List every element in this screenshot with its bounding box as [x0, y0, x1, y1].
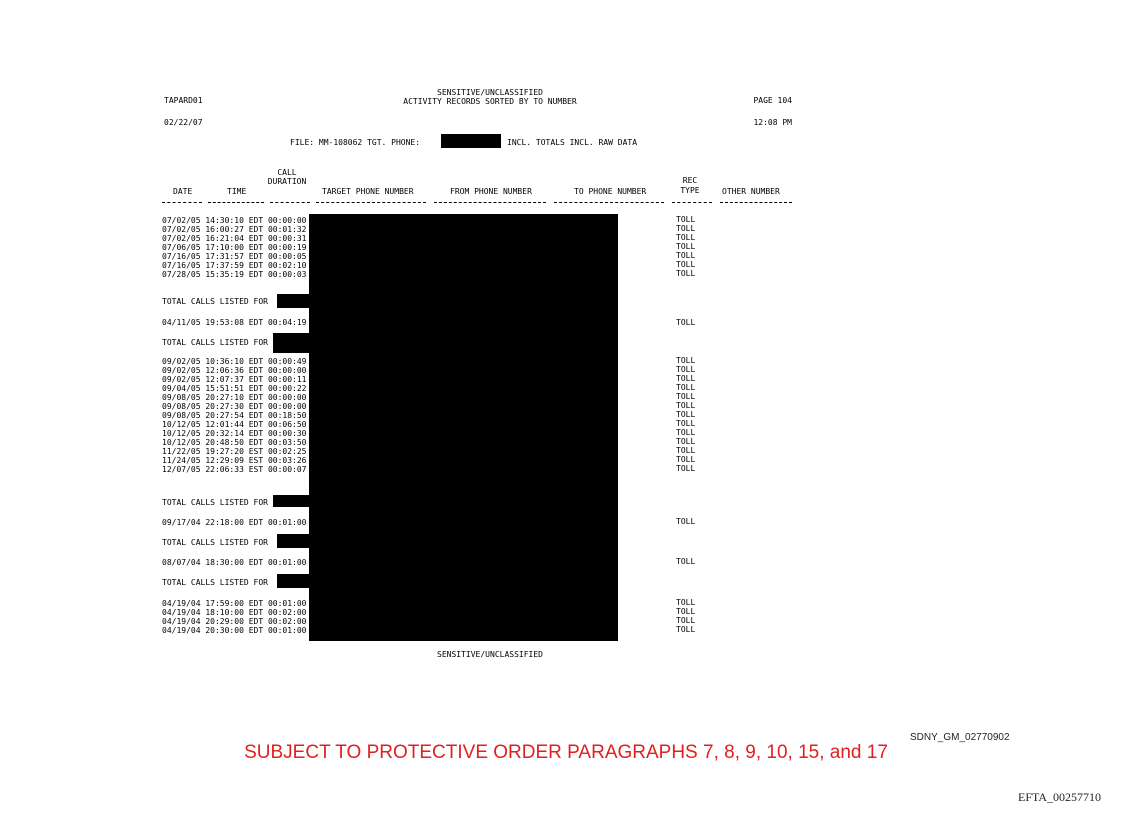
- col-rec: REC: [682, 176, 698, 185]
- rec-type-cell: TOLL: [676, 374, 696, 383]
- rec-type-cell: TOLL: [676, 318, 696, 327]
- table-row: 07/06/05 17:10:00 EDT 00:00:19: [162, 243, 307, 252]
- table-row: 11/24/05 12:29:09 EST 00:03:26: [162, 456, 307, 465]
- col-from-phone: FROM PHONE NUMBER: [450, 187, 532, 196]
- table-row: 04/19/04 17:59:00 EDT 00:01:00: [162, 599, 307, 608]
- bates-number: SDNY_GM_02770902: [910, 732, 1010, 743]
- underline-rec-type: [672, 202, 712, 211]
- report-title: ACTIVITY RECORDS SORTED BY TO NUMBER: [403, 97, 577, 106]
- rec-type-cell: TOLL: [676, 356, 696, 365]
- rec-type-cell: TOLL: [676, 428, 696, 437]
- rec-type-cell: TOLL: [676, 455, 696, 464]
- total-calls-label: TOTAL CALLS LISTED FOR: [162, 498, 268, 507]
- table-row: 10/12/05 20:48:50 EDT 00:03:50: [162, 438, 307, 447]
- table-row: 07/02/05 16:21:04 EDT 00:00:31: [162, 234, 307, 243]
- table-row: 07/02/05 14:30:10 EDT 00:00:00: [162, 216, 307, 225]
- report-time: 12:08 PM: [753, 118, 792, 127]
- rec-type-cell: TOLL: [676, 625, 696, 634]
- rec-type-cell: TOLL: [676, 392, 696, 401]
- redaction-total-number: [273, 333, 309, 353]
- report-date: 02/22/07: [164, 118, 203, 127]
- col-target-phone: TARGET PHONE NUMBER: [322, 187, 414, 196]
- table-row: 09/02/05 12:07:37 EDT 00:00:11: [162, 375, 307, 384]
- table-row: 04/11/05 19:53:08 EDT 00:04:19: [162, 318, 307, 327]
- redaction-total-number: [277, 574, 309, 588]
- file-line-prefix: FILE: MM-108062 TGT. PHONE:: [290, 138, 421, 147]
- report-id: TAPARD01: [164, 96, 203, 105]
- rec-type-cell: TOLL: [676, 517, 696, 526]
- col-duration: DURATION: [267, 177, 307, 186]
- table-row: 11/22/05 19:27:20 EST 00:02:25: [162, 447, 307, 456]
- redaction-phone-columns: [309, 214, 618, 641]
- table-row: 12/07/05 22:06:33 EST 00:00:07: [162, 465, 307, 474]
- underline-target: [316, 202, 426, 211]
- table-row: 04/19/04 20:30:00 EDT 00:01:00: [162, 626, 307, 635]
- table-row: 08/07/04 18:30:00 EDT 00:01:00: [162, 558, 307, 567]
- table-row: 07/02/05 16:00:27 EDT 00:01:32: [162, 225, 307, 234]
- rec-type-cell: TOLL: [676, 260, 696, 269]
- rec-type-cell: TOLL: [676, 464, 696, 473]
- underline-date: [162, 202, 202, 211]
- total-calls-label: TOTAL CALLS LISTED FOR: [162, 578, 268, 587]
- table-row: 09/02/05 12:06:36 EDT 00:00:00: [162, 366, 307, 375]
- rec-type-cell: TOLL: [676, 401, 696, 410]
- col-call: CALL: [277, 168, 297, 177]
- table-row: 09/08/05 20:27:10 EDT 00:00:00: [162, 393, 307, 402]
- rec-type-cell: TOLL: [676, 269, 696, 278]
- rec-type-cell: TOLL: [676, 419, 696, 428]
- rec-type-cell: TOLL: [676, 233, 696, 242]
- rec-type-cell: TOLL: [676, 365, 696, 374]
- rec-type-cell: TOLL: [676, 224, 696, 233]
- redaction-total-number: [273, 495, 309, 507]
- redaction-total-number: [277, 534, 309, 548]
- underline-time: [208, 202, 264, 211]
- rec-type-cell: TOLL: [676, 557, 696, 566]
- underline-duration: [270, 202, 310, 211]
- rec-type-cell: TOLL: [676, 437, 696, 446]
- rec-type-cell: TOLL: [676, 251, 696, 260]
- table-row: 09/08/05 20:27:30 EDT 00:00:00: [162, 402, 307, 411]
- table-row: 09/08/05 20:27:54 EDT 00:18:50: [162, 411, 307, 420]
- rec-type-cell: TOLL: [676, 598, 696, 607]
- page-number: PAGE 104: [753, 96, 792, 105]
- protective-order-notice: SUBJECT TO PROTECTIVE ORDER PARAGRAPHS 7, 8, 9, 10, 15, and 17: [244, 742, 888, 763]
- table-row: 09/02/05 10:36:10 EDT 00:00:49: [162, 357, 307, 366]
- table-row: 10/12/05 12:01:44 EDT 00:06:50: [162, 420, 307, 429]
- table-row: 07/28/05 15:35:19 EDT 00:00:03: [162, 270, 307, 279]
- table-row: 07/16/05 17:31:57 EDT 00:00:05: [162, 252, 307, 261]
- underline-from: [434, 202, 546, 211]
- rec-type-cell: TOLL: [676, 616, 696, 625]
- table-row: 04/19/04 18:10:00 EDT 00:02:00: [162, 608, 307, 617]
- efta-number: EFTA_00257710: [1018, 790, 1102, 804]
- col-type: TYPE: [680, 186, 700, 195]
- total-calls-label: TOTAL CALLS LISTED FOR: [162, 538, 268, 547]
- rec-type-cell: TOLL: [676, 383, 696, 392]
- rec-type-cell: TOLL: [676, 446, 696, 455]
- redaction-target-phone: [441, 134, 501, 148]
- classification-header: SENSITIVE/UNCLASSIFIED: [437, 88, 543, 97]
- table-row: 09/17/04 22:18:00 EDT 00:01:00: [162, 518, 307, 527]
- table-row: 09/04/05 15:51:51 EDT 00:00:22: [162, 384, 307, 393]
- col-time: TIME: [227, 187, 247, 196]
- total-calls-label: TOTAL CALLS LISTED FOR: [162, 338, 268, 347]
- col-other-number: OTHER NUMBER: [722, 187, 780, 196]
- table-row: 10/12/05 20:32:14 EDT 00:00:30: [162, 429, 307, 438]
- total-calls-label: TOTAL CALLS LISTED FOR: [162, 297, 268, 306]
- rec-type-cell: TOLL: [676, 410, 696, 419]
- classification-footer: SENSITIVE/UNCLASSIFIED: [437, 650, 543, 659]
- underline-other: [720, 202, 792, 211]
- table-row: 04/19/04 20:29:00 EDT 00:02:00: [162, 617, 307, 626]
- underline-to: [554, 202, 664, 211]
- table-row: 07/16/05 17:37:59 EDT 00:02:10: [162, 261, 307, 270]
- file-line-suffix: INCL. TOTALS INCL. RAW DATA: [507, 138, 638, 147]
- col-to-phone: TO PHONE NUMBER: [574, 187, 647, 196]
- rec-type-cell: TOLL: [676, 607, 696, 616]
- rec-type-cell: TOLL: [676, 242, 696, 251]
- col-date: DATE: [173, 187, 193, 196]
- rec-type-cell: TOLL: [676, 215, 696, 224]
- redaction-total-number: [277, 294, 309, 308]
